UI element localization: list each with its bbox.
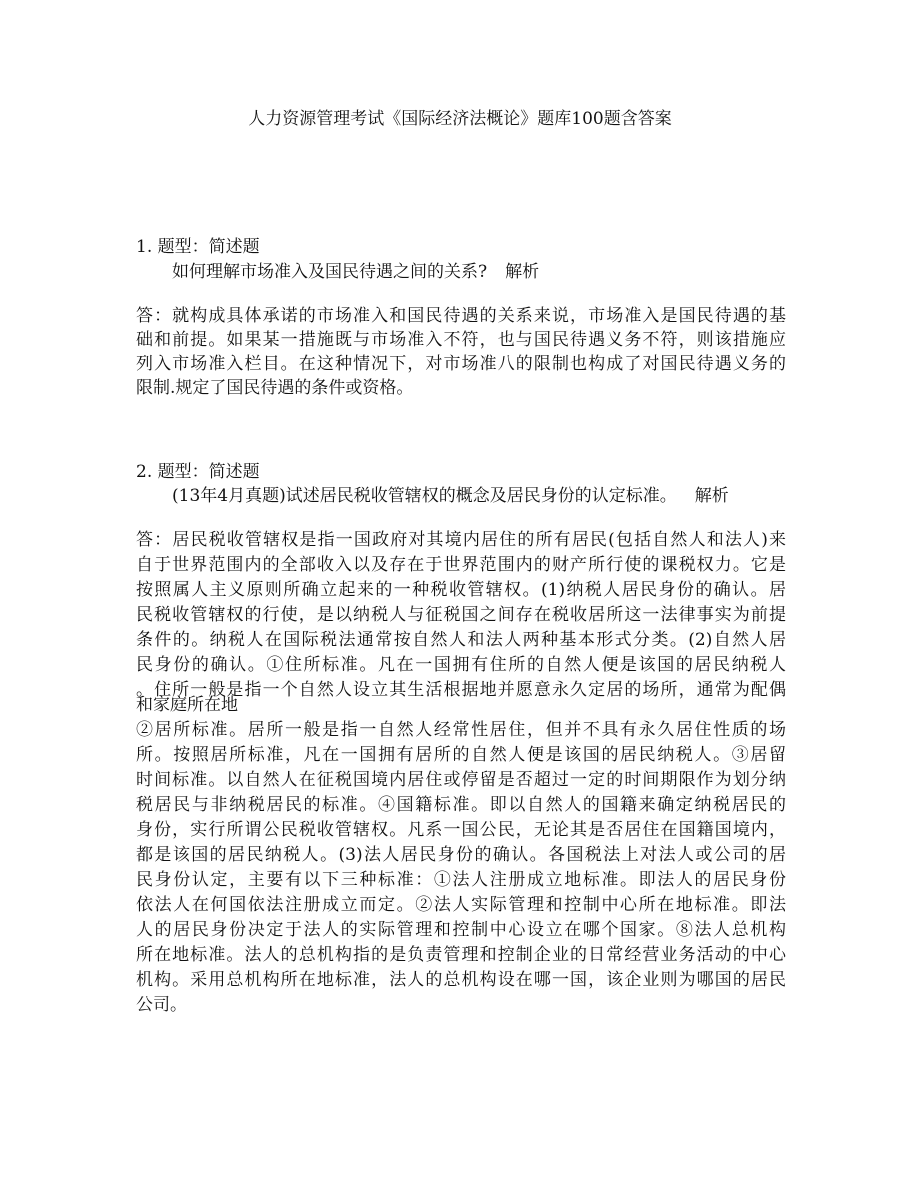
question-1-analysis-link[interactable]: 解析	[505, 262, 540, 282]
question-2-answer-line: 时间标准。以自然人在征税国境内居住或停留是否超过一定的时间期限作为划分纳	[136, 770, 786, 790]
question-2-answer-line: 。住所一般是指一个自然人设立其生活根据地并愿意永久定居的场所，通常为配偶	[136, 680, 786, 700]
question-2-answer-line: ②居所标准。居所一般是指一自然人经常性居住，但并不具有永久居住性质的场	[136, 720, 786, 740]
question-2-answer-line: 身份，实行所谓公民税收管辖权。凡系一国公民，无论其是否居住在国籍国境内，	[136, 820, 786, 840]
question-1-answer-line: 答：就构成具体承诺的市场准入和国民待遇的关系来说，市场准入是国民待遇的基	[136, 306, 786, 326]
question-1-answer-line: 础和前提。如果某一措施既与市场准入不符，也与国民待遇义务不符，则该措施应	[136, 330, 786, 350]
question-1-answer-line: 限制.规定了国民待遇的条件或资格。	[136, 378, 414, 398]
question-1-header: 1. 题型：简述题	[136, 237, 260, 257]
question-1-answer-line: 列入市场准入栏目。在这种情况下，对市场准八的限制也构成了对国民待遇义务的	[136, 354, 786, 374]
question-2-answer-line: 人的居民身份决定于法人的实际管理和控制中心设立在哪个国家。⑧法人总机构	[136, 920, 786, 940]
question-2-answer-line: 机构。采用总机构所在地标准，法人的总机构设在哪一国，该企业则为哪国的居民	[136, 970, 786, 990]
question-2-analysis-link[interactable]: 解析	[694, 486, 729, 506]
question-2-answer-line: 税居民与非纳税居民的标准。④国籍标准。即以自然人的国籍来确定纳税居民的	[136, 795, 786, 815]
question-2-answer-line: 依法人在何国依法注册成立而定。②法人实际管理和控制中心所在地标准。即法	[136, 895, 786, 915]
document-title: 人力资源管理考试《国际经济法概论》题库100题含答案	[248, 109, 672, 129]
question-2-answer-line: 条件的。纳税人在国际税法通常按自然人和法人两种基本形式分类。(2)自然人居	[136, 630, 786, 650]
question-2-answer-line: 民税收管辖权的行使，是以纳税人与征税国之间存在税收居所这一法律事实为前提	[136, 605, 786, 625]
question-2-answer-line: 都是该国的居民纳税人。(3)法人居民身份的确认。各国税法上对法人或公司的居	[136, 845, 786, 865]
question-2-prompt: (13年4月真题)试述居民税收管辖权的概念及居民身份的认定标准。	[172, 486, 677, 506]
question-2-answer-line: 所。按照居所标准，凡在一国拥有居所的自然人便是该国的居民纳税人。③居留	[136, 745, 786, 765]
question-1-prompt-line	[172, 260, 539, 284]
question-2-answer-line: 所在地标准。法人的总机构指的是负责管理和控制企业的日常经营业务活动的中心	[136, 945, 786, 965]
question-1-prompt: 如何理解市场准入及国民待遇之间的关系?	[172, 262, 488, 282]
question-2-answer-line: 自于世界范围内的全部收入以及存在于世界范围内的财产所行使的课税权力。它是	[136, 555, 786, 575]
question-2-answer-line: 公司。	[136, 995, 187, 1015]
question-2-answer-line: 民身份的确认。①住所标准。凡在一国拥有住所的自然人便是该国的居民纳税人	[136, 655, 786, 675]
question-2-answer-line: 民身份认定，主要有以下三种标准：①法人注册成立地标准。即法人的居民身份	[136, 870, 786, 890]
question-2-header: 2. 题型：简述题	[136, 462, 260, 482]
question-2-answer-line: 按照属人主义原则所确立起来的一种税收管辖权。(1)纳税人居民身份的确认。居	[136, 580, 786, 600]
question-2-answer-line: 和家庭所在地	[136, 695, 238, 715]
question-2-prompt-line	[172, 484, 729, 508]
question-2-answer-line: 答：居民税收管辖权是指一国政府对其境内居住的所有居民(包括自然人和法人)来	[136, 530, 786, 550]
